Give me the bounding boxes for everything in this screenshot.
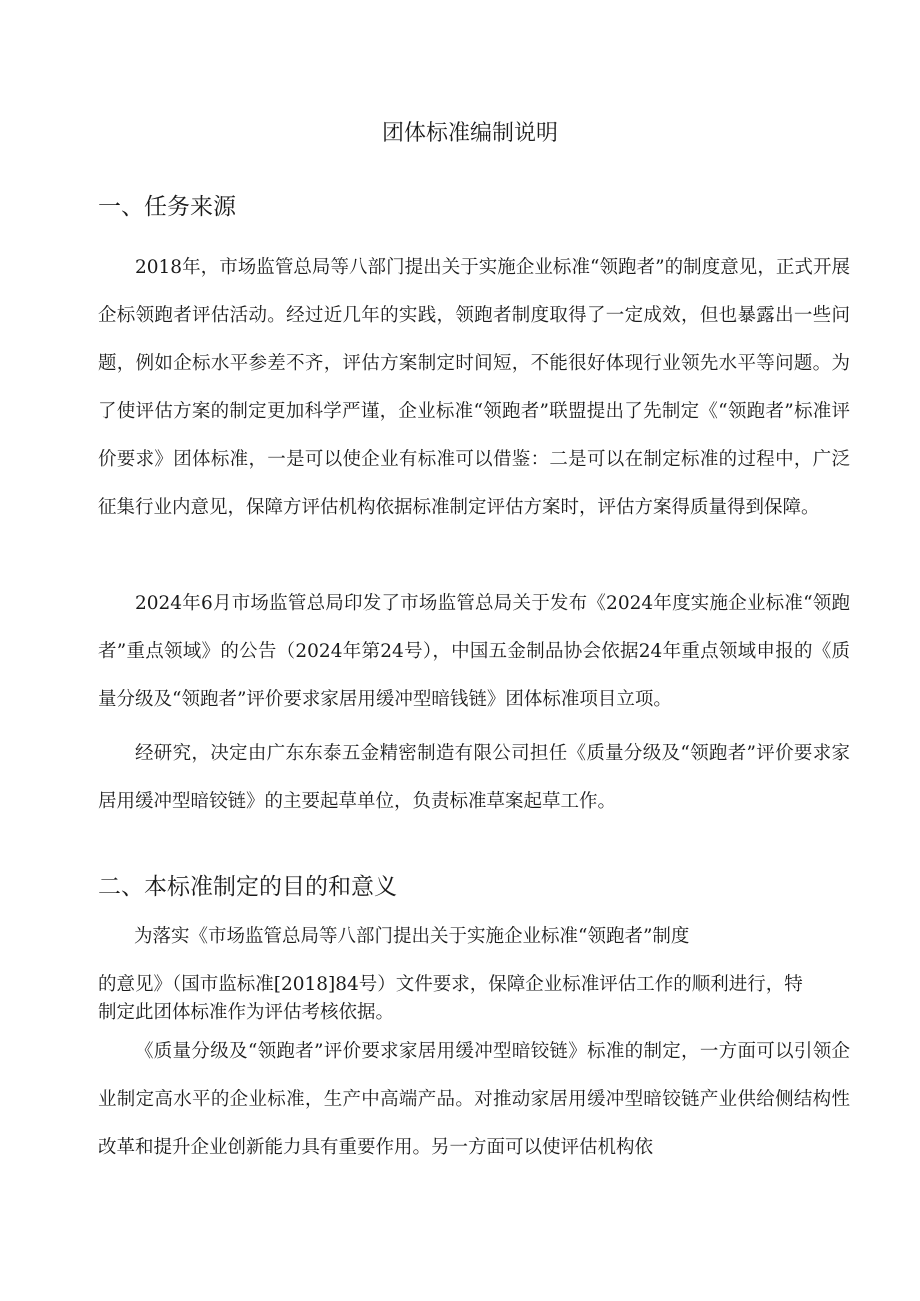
document-title: 团体标准编制说明: [381, 121, 558, 146]
paragraph-purpose-1-line-3: 制定此团体标准作为评估考核依据。: [98, 1002, 395, 1023]
paragraph-task-source-1: 2018年，市场监管总局等八部门提出关于实施企业标准“领跑者”的制度意见，正式开展企标领跑者评估活动。经过近几年的实践，领跑者制度取得了一定成效，但也暴露出一些问题，例如企标水平参差不齐，评估方案制定时间短，不能很好体现行业领先水平等问题。为了使评估方案的制定更加科学严谨，企业标准“领跑者”联盟提出了先制定《“领跑者”标准评价要求》团体标准，一是可以使企业有标准可以借鉴：二是可以在制定标准的过程中，广泛征集行业内意见，保障方评估机构依据标准制定评估方案时，评估方案得质量得到保障。: [98, 257, 850, 518]
paragraph-task-source-3: 经研究，决定由广东东泰五金精密制造有限公司担任《质量分级及“领跑者”评价要求家居用缓冲型暗铰链》的主要起草单位，负责标准草案起草工作。: [98, 743, 850, 812]
section-heading-task-source: 一、任务来源: [98, 194, 236, 220]
paragraph-purpose-1-line-1: 为落实《市场监管总局等八部门提出关于实施企业标准“领跑者”制度: [134, 926, 690, 947]
paragraph-purpose-1-line-2: 的意见》（国市监标准[2018]84号）文件要求，保障企业标准评估工作的顺利进行，特: [98, 974, 803, 995]
paragraph-purpose-2: 《质量分级及“领跑者”评价要求家居用缓冲型暗铰链》标准的制定，一方面可以引领企业制定高水平的企业标准，生产中高端产品。对推动家居用缓冲型暗铰链产业供给侧结构性改革和提升企业创新能力具有重要作用。另一方面可以使评估机构依: [98, 1041, 850, 1158]
section-heading-purpose: 二、本标准制定的目的和意义: [98, 874, 397, 900]
paragraph-task-source-2: 2024年6月市场监管总局印发了市场监管总局关于发布《2024年度实施企业标准“领跑者”重点领域》的公告（2024年第24号），中国五金制品协会依据24年重点领域申报的《质量分级及“领跑者”评价要求家居用缓冲型暗钱链》团体标准项目立项。: [98, 593, 850, 710]
